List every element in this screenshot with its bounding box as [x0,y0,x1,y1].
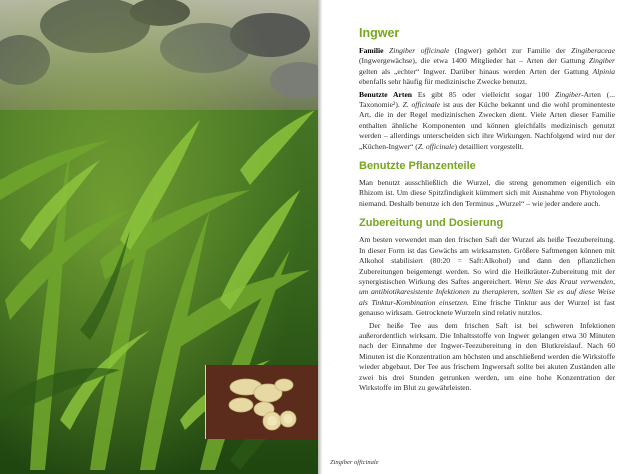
paragraph-benutzte-arten: Benutzte Arten Es gibt 85 oder vielleicht sogar 100 Zingiber-Arten (... Taxonomie²). Z. officinale ist aus der Küche bekannt und die wohl prominenteste Art, die in der Regel medizinischen Zwecken dient. Viele Arten dieser Familie enthalten ähnliche Komponenten und können gleichfalls medizinisch genutzt werden – allerdings unterscheiden sich ihre Wirkungen. Nachfolgend wird nur der „Küchen-Ingwer“ (Z. officinale) detailliert vorgestellt. [359,89,616,151]
ginger-plant-photo [0,0,318,474]
page-gutter [318,0,322,474]
paragraph-pflanzenteile: Man benutzt ausschließlich die Wurzel, die streng genommen eigentlich ein Rhizom ist. Um diese Spitzfindigkeit kümmert sich mit Ausnahme von Phytologen niemand. Deshalb benutze ich den Terminus „Wurzel“ – wie jeder andere auch. [359,178,615,208]
paragraph-zubereitung-2: Der heiße Tee aus dem frischen Saft ist bei schweren Infektionen außerordentlich wirksam. Die Inhaltsstoffe von Ingwer gelangen etwa 30 Minuten nach der Einnahme der Ingwer-Teezubereitung in den Blutkreislauf. Nach 60 Minuten ist die Konzentration am höchsten und anschließend werden die Wirkstoffe wieder abgebaut. Der Tee aus frischem Ingwersaft sollte bei akuten Zuständen alle zwei bis drei Stunden getrunken werden, um eine hohe Konzentration der Wirkstoffe im Blut zu gewährleisten. [359,320,615,392]
paragraph-zubereitung-1: Am besten verwendet man den frischen Saft der Wurzel als heiße Teezubereitung. In dieser Form ist das Gewächs am wirksamsten. Größere Saftmengen können mit Alkohol stabilisiert (80:20 = Saft:Alkohol) und dann den pflanzlichen Zubereitungen beigemengt werden. So wird die Heilkräuter-Zubereitung mit der synergistischen Wirkung des Saftes angereichert. Wenn Sie das Kraut verwenden, um antibiotikaresistente Infektionen zu therapieren, sollten Sie es auf diese Weise als Tinktur-Kombination einsetzen. Eine frische Tinktur aus der Wurzel ist fast genauso wirksam. Getrocknete Wurzeln sind relativ nutzlos. [359,235,616,318]
photo-caption: Zingiber officinale [330,459,379,466]
text-page [359,26,615,462]
paragraph-familie: Familie Zingiber officinale (Ingwer) gehört zur Familie der Zingiberaceae (Ingwergewächse), die etwa 1400 Mitglieder hat – Arten der Gattung Zingiber gelten als „echter“ Ingwer. Darüber hinaus werden Arten der Gattung Alpinia ebenfalls sehr häufig für medizinische Zwecke benutzt. [359,46,615,87]
section-heading-zubereitung: Zubereitung und Dosierung [359,217,504,230]
section-heading-ingwer: Ingwer [359,26,400,40]
ginger-rhizome-photo [205,365,318,439]
section-heading-pflanzenteile: Benutzte Pflanzenteile [359,160,476,173]
